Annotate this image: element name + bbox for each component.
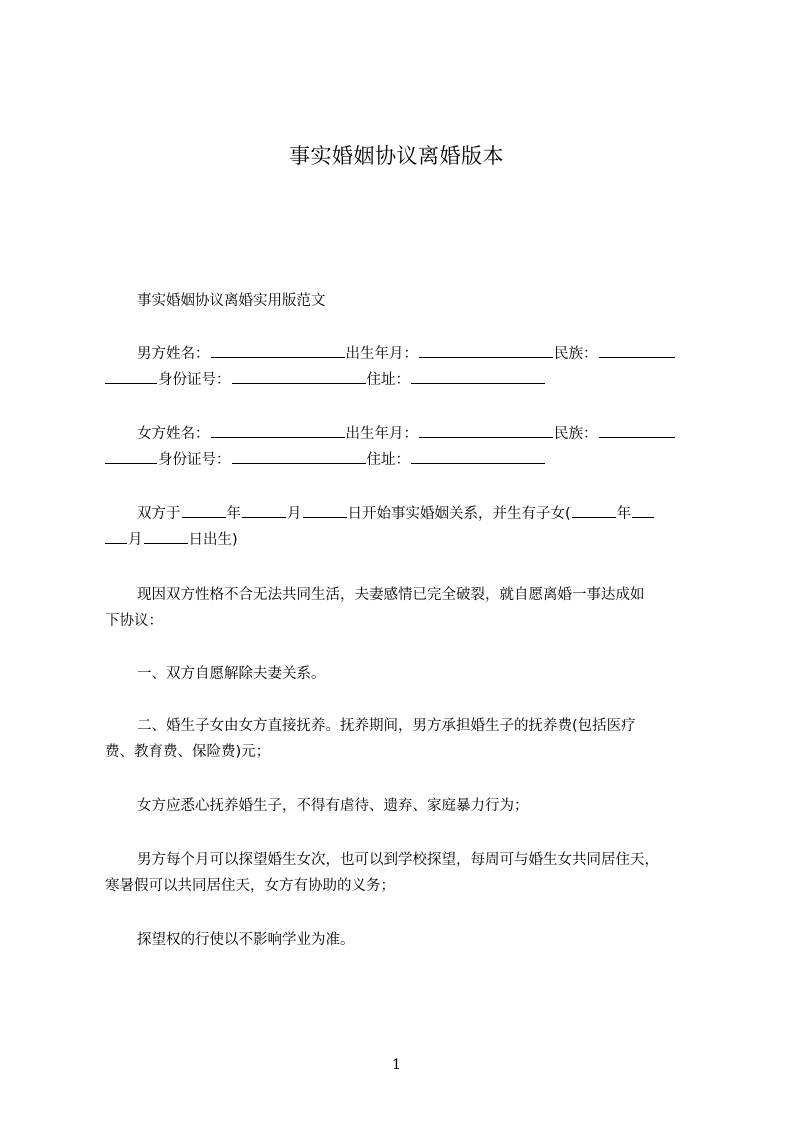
intro-paragraph bbox=[105, 582, 705, 634]
relation-part2: 日开始事实婚姻关系，并生有子女( bbox=[347, 506, 571, 522]
intro-line-2: 下协议： bbox=[105, 613, 163, 629]
woman-birth-label: 出生年月： bbox=[345, 426, 418, 442]
relation-line-2 bbox=[105, 527, 705, 553]
child-year-blank bbox=[572, 501, 616, 518]
woman-info-line-1 bbox=[105, 421, 705, 447]
woman-info-line-2 bbox=[105, 447, 705, 473]
relation-month2: 月 bbox=[128, 532, 143, 548]
clause-4-paragraph bbox=[105, 847, 705, 899]
man-ethnic-label: 民族： bbox=[554, 346, 598, 362]
woman-id-label: 身份证号： bbox=[158, 452, 231, 468]
woman-name-label: 女方姓名： bbox=[137, 426, 210, 442]
man-address-blank bbox=[411, 367, 545, 384]
man-id-label: 身份证号： bbox=[158, 372, 231, 388]
woman-id-blank bbox=[232, 447, 366, 464]
man-info-paragraph bbox=[105, 341, 705, 393]
relation-line-1 bbox=[105, 501, 705, 527]
clause-4-line-2: 寒暑假可以共同居住天，女方有协助的义务； bbox=[105, 878, 395, 894]
clause-2-line-2: 费、教育费、保险费)元； bbox=[105, 744, 271, 760]
woman-ethnic-label: 民族： bbox=[554, 426, 598, 442]
child-day-blank bbox=[144, 527, 188, 544]
clause-5: 探望权的行使以不影响学业为准。 bbox=[137, 932, 355, 948]
child-month-blank-cont bbox=[105, 527, 127, 544]
subtitle-paragraph bbox=[105, 288, 705, 314]
woman-ethnic-blank bbox=[599, 421, 675, 438]
man-name-blank bbox=[211, 341, 345, 358]
clause-5-paragraph bbox=[105, 927, 705, 953]
man-info-line-1 bbox=[105, 341, 705, 367]
relation-month-blank bbox=[242, 501, 286, 518]
relation-part1: 双方于 bbox=[137, 506, 181, 522]
relation-year-blank bbox=[182, 501, 226, 518]
relation-day-blank bbox=[303, 501, 347, 518]
relation-paragraph bbox=[105, 501, 705, 553]
relation-year: 年 bbox=[226, 506, 241, 522]
child-month-blank bbox=[632, 501, 654, 518]
document-title: 事实婚姻协议离婚版本 bbox=[289, 144, 504, 168]
man-birth-label: 出生年月： bbox=[345, 346, 418, 362]
clause-2-paragraph bbox=[105, 713, 705, 765]
woman-name-blank bbox=[211, 421, 345, 438]
man-address-label: 住址： bbox=[366, 372, 410, 388]
relation-month: 月 bbox=[287, 506, 302, 522]
clause-3-paragraph bbox=[105, 793, 705, 819]
man-id-blank bbox=[232, 367, 366, 384]
relation-part3: 日出生) bbox=[188, 532, 238, 548]
man-info-line-2 bbox=[105, 367, 705, 393]
clause-1-paragraph bbox=[105, 661, 705, 687]
woman-info-paragraph bbox=[105, 421, 705, 473]
man-name-label: 男方姓名： bbox=[137, 346, 210, 362]
clause-2-line-1: 二、婚生子女由女方直接抚养。抚养期间，男方承担婚生子的抚养费(包括医疗 bbox=[137, 718, 636, 734]
clause-4-line-1: 男方每个月可以探望婚生女次，也可以到学校探望，每周可与婚生女共同居住天， bbox=[137, 852, 659, 868]
intro-line-1: 现因双方性格不合无法共同生活，夫妻感情已完全破裂，就自愿离婚一事达成如 bbox=[137, 587, 645, 603]
page-number: 1 bbox=[392, 1057, 401, 1073]
relation-year2: 年 bbox=[616, 506, 632, 522]
clause-1: 一、双方自愿解除夫妻关系。 bbox=[137, 666, 326, 682]
subtitle: 事实婚姻协议离婚实用版范文 bbox=[137, 293, 326, 309]
woman-ethnic-blank-cont bbox=[105, 447, 157, 464]
clause-3: 女方应悉心抚养婚生子，不得有虐待、遗弃、家庭暴力行为； bbox=[137, 798, 529, 814]
woman-address-label: 住址： bbox=[366, 452, 410, 468]
man-ethnic-blank-cont bbox=[105, 367, 157, 384]
woman-birth-blank bbox=[419, 421, 553, 438]
man-ethnic-blank bbox=[599, 341, 675, 358]
woman-address-blank bbox=[411, 447, 545, 464]
man-birth-blank bbox=[419, 341, 553, 358]
